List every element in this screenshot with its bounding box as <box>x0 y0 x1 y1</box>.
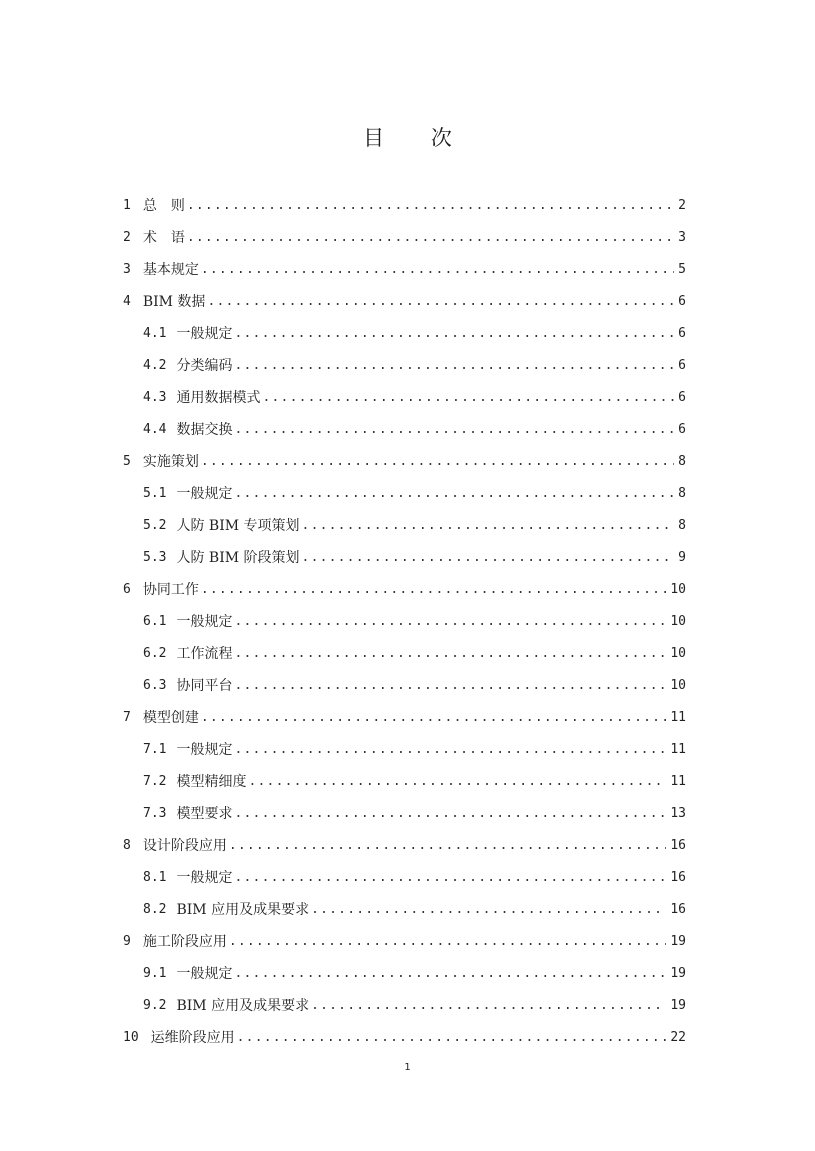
toc-entry-page: 10 <box>670 678 686 693</box>
toc-entry-number: 9.2 <box>143 998 167 1013</box>
toc-entry-page: 6 <box>678 294 686 309</box>
toc-dot-leader <box>201 254 674 286</box>
toc-entry-title: 运维阶段应用 <box>150 1030 235 1046</box>
toc-dot-leader <box>229 830 667 862</box>
toc-entry-title: 一般规定 <box>176 326 233 342</box>
toc-entry[interactable] <box>123 1022 686 1054</box>
toc-entry-page: 22 <box>670 1030 686 1045</box>
toc-entry-page: 11 <box>670 774 686 789</box>
toc-dot-leader <box>187 190 674 222</box>
toc-entry-title: 协同平台 <box>176 678 233 694</box>
toc-entry-title: BIM 数据 <box>142 294 206 310</box>
toc-dot-leader <box>201 574 667 606</box>
toc-dot-leader <box>234 478 674 510</box>
toc-dot-leader <box>248 766 666 798</box>
toc-entry-title: 一般规定 <box>176 486 233 502</box>
toc-entry-page: 10 <box>670 646 686 661</box>
toc-entry[interactable] <box>123 830 686 862</box>
toc-entry[interactable] <box>123 990 686 1022</box>
toc-entry-number: 7.2 <box>143 774 167 789</box>
toc-entry[interactable] <box>123 350 686 382</box>
toc-entry-number: 1 <box>123 198 131 213</box>
toc-entry[interactable] <box>123 926 686 958</box>
table-of-contents <box>123 190 686 1054</box>
toc-entry-number: 7 <box>123 710 131 725</box>
toc-entry-number: 3 <box>123 262 131 277</box>
toc-entry-page: 19 <box>670 934 686 949</box>
toc-entry-page: 2 <box>678 198 686 213</box>
toc-entry-title: 实施策划 <box>142 454 199 470</box>
toc-entry[interactable] <box>123 766 686 798</box>
toc-entry[interactable] <box>123 414 686 446</box>
toc-entry-page: 10 <box>670 614 686 629</box>
toc-entry-number: 4.2 <box>143 358 167 373</box>
toc-entry-page: 6 <box>678 422 686 437</box>
toc-dot-leader <box>311 990 666 1022</box>
toc-entry-number: 4 <box>123 294 131 309</box>
toc-entry-page: 5 <box>678 262 686 277</box>
toc-entry-number: 5 <box>123 454 131 469</box>
toc-dot-leader <box>234 318 674 350</box>
toc-entry[interactable] <box>123 286 686 318</box>
toc-entry-title: BIM 应用及成果要求 <box>176 902 310 918</box>
toc-dot-leader <box>201 702 667 734</box>
toc-entry-title: 一般规定 <box>176 614 233 630</box>
toc-entry-page: 16 <box>670 838 686 853</box>
toc-dot-leader <box>302 542 675 574</box>
toc-entry-number: 4.1 <box>143 326 167 341</box>
toc-entry-title: 设计阶段应用 <box>142 838 227 854</box>
toc-entry-title: 数据交换 <box>176 422 233 438</box>
toc-entry-number: 7.1 <box>143 742 167 757</box>
toc-entry-page: 19 <box>670 998 686 1013</box>
toc-entry[interactable] <box>123 478 686 510</box>
toc-entry-title: 一般规定 <box>176 870 233 886</box>
toc-dot-leader <box>262 382 674 414</box>
toc-entry-title: 施工阶段应用 <box>142 934 227 950</box>
toc-entry-title: 通用数据模式 <box>176 390 261 406</box>
page-title: 目 次 <box>363 126 472 150</box>
toc-entry-number: 5.2 <box>143 518 167 533</box>
toc-entry-page: 8 <box>678 486 686 501</box>
toc-entry-number: 5.1 <box>143 486 167 501</box>
toc-entry-title: 一般规定 <box>176 742 233 758</box>
toc-entry[interactable] <box>123 606 686 638</box>
toc-dot-leader <box>229 926 667 958</box>
toc-entry-number: 6.1 <box>143 614 167 629</box>
toc-dot-leader <box>234 638 666 670</box>
toc-entry-number: 7.3 <box>143 806 167 821</box>
toc-entry[interactable] <box>123 958 686 990</box>
toc-entry-number: 8 <box>123 838 131 853</box>
toc-entry-page: 8 <box>678 454 686 469</box>
toc-entry[interactable] <box>123 510 686 542</box>
toc-dot-leader <box>237 1022 667 1054</box>
toc-entry-number: 6 <box>123 582 131 597</box>
toc-entry[interactable] <box>123 542 686 574</box>
toc-entry-page: 11 <box>670 742 686 757</box>
toc-entry-page: 9 <box>678 550 686 565</box>
toc-entry-title: 分类编码 <box>176 358 233 374</box>
toc-entry-page: 10 <box>670 582 686 597</box>
toc-entry-title: 一般规定 <box>176 966 233 982</box>
toc-entry[interactable] <box>123 638 686 670</box>
toc-entry[interactable] <box>123 670 686 702</box>
toc-entry-number: 4.4 <box>143 422 167 437</box>
toc-dot-leader <box>201 446 674 478</box>
toc-entry-number: 9.1 <box>143 966 167 981</box>
toc-dot-leader <box>187 222 674 254</box>
toc-dot-leader <box>234 670 666 702</box>
toc-entry[interactable] <box>123 446 686 478</box>
toc-entry[interactable] <box>123 222 686 254</box>
toc-dot-leader <box>234 350 674 382</box>
toc-dot-leader <box>311 894 666 926</box>
toc-dot-leader <box>302 510 675 542</box>
toc-entry-title: 工作流程 <box>176 646 233 662</box>
toc-entry-number: 5.3 <box>143 550 167 565</box>
toc-entry-number: 8.1 <box>143 870 167 885</box>
toc-dot-leader <box>234 958 666 990</box>
toc-entry-number: 2 <box>123 230 131 245</box>
toc-dot-leader <box>234 862 666 894</box>
toc-entry-title: 人防 BIM 专项策划 <box>176 518 300 534</box>
toc-entry[interactable] <box>123 190 686 222</box>
toc-dot-leader <box>234 734 666 766</box>
toc-dot-leader <box>234 798 666 830</box>
toc-entry-title: 人防 BIM 阶段策划 <box>176 550 300 566</box>
toc-entry-page: 11 <box>670 710 686 725</box>
toc-entry[interactable] <box>123 862 686 894</box>
toc-entry-number: 10 <box>123 1030 139 1045</box>
toc-entry-page: 6 <box>678 358 686 373</box>
toc-entry[interactable] <box>123 382 686 414</box>
toc-entry-page: 6 <box>678 390 686 405</box>
toc-entry-number: 6.3 <box>143 678 167 693</box>
toc-entry-page: 8 <box>678 518 686 533</box>
toc-entry[interactable] <box>123 702 686 734</box>
toc-entry-title: 协同工作 <box>142 582 199 598</box>
toc-entry-page: 3 <box>678 230 686 245</box>
toc-entry-title: 基本规定 <box>142 262 199 278</box>
toc-entry-title: 术 语 <box>142 230 185 246</box>
toc-entry-page: 16 <box>670 870 686 885</box>
toc-entry-page: 16 <box>670 902 686 917</box>
toc-entry-title: 模型精细度 <box>176 774 247 790</box>
toc-entry[interactable] <box>123 798 686 830</box>
toc-entry-page: 19 <box>670 966 686 981</box>
page-number: 1 <box>404 1062 411 1073</box>
toc-entry[interactable] <box>123 254 686 286</box>
toc-dot-leader <box>234 414 674 446</box>
toc-entry-number: 9 <box>123 934 131 949</box>
toc-entry[interactable] <box>123 318 686 350</box>
toc-entry-title: BIM 应用及成果要求 <box>176 998 310 1014</box>
toc-entry-page: 13 <box>670 806 686 821</box>
toc-entry[interactable] <box>123 894 686 926</box>
toc-entry-title: 模型创建 <box>142 710 199 726</box>
toc-dot-leader <box>207 286 674 318</box>
toc-entry-title: 模型要求 <box>176 806 233 822</box>
toc-entry-page: 6 <box>678 326 686 341</box>
toc-dot-leader <box>234 606 666 638</box>
toc-entry-title: 总 则 <box>142 198 185 214</box>
toc-entry-number: 6.2 <box>143 646 167 661</box>
toc-entry-number: 8.2 <box>143 902 167 917</box>
toc-entry-number: 4.3 <box>143 390 167 405</box>
toc-entry[interactable] <box>123 734 686 766</box>
toc-entry[interactable] <box>123 574 686 606</box>
